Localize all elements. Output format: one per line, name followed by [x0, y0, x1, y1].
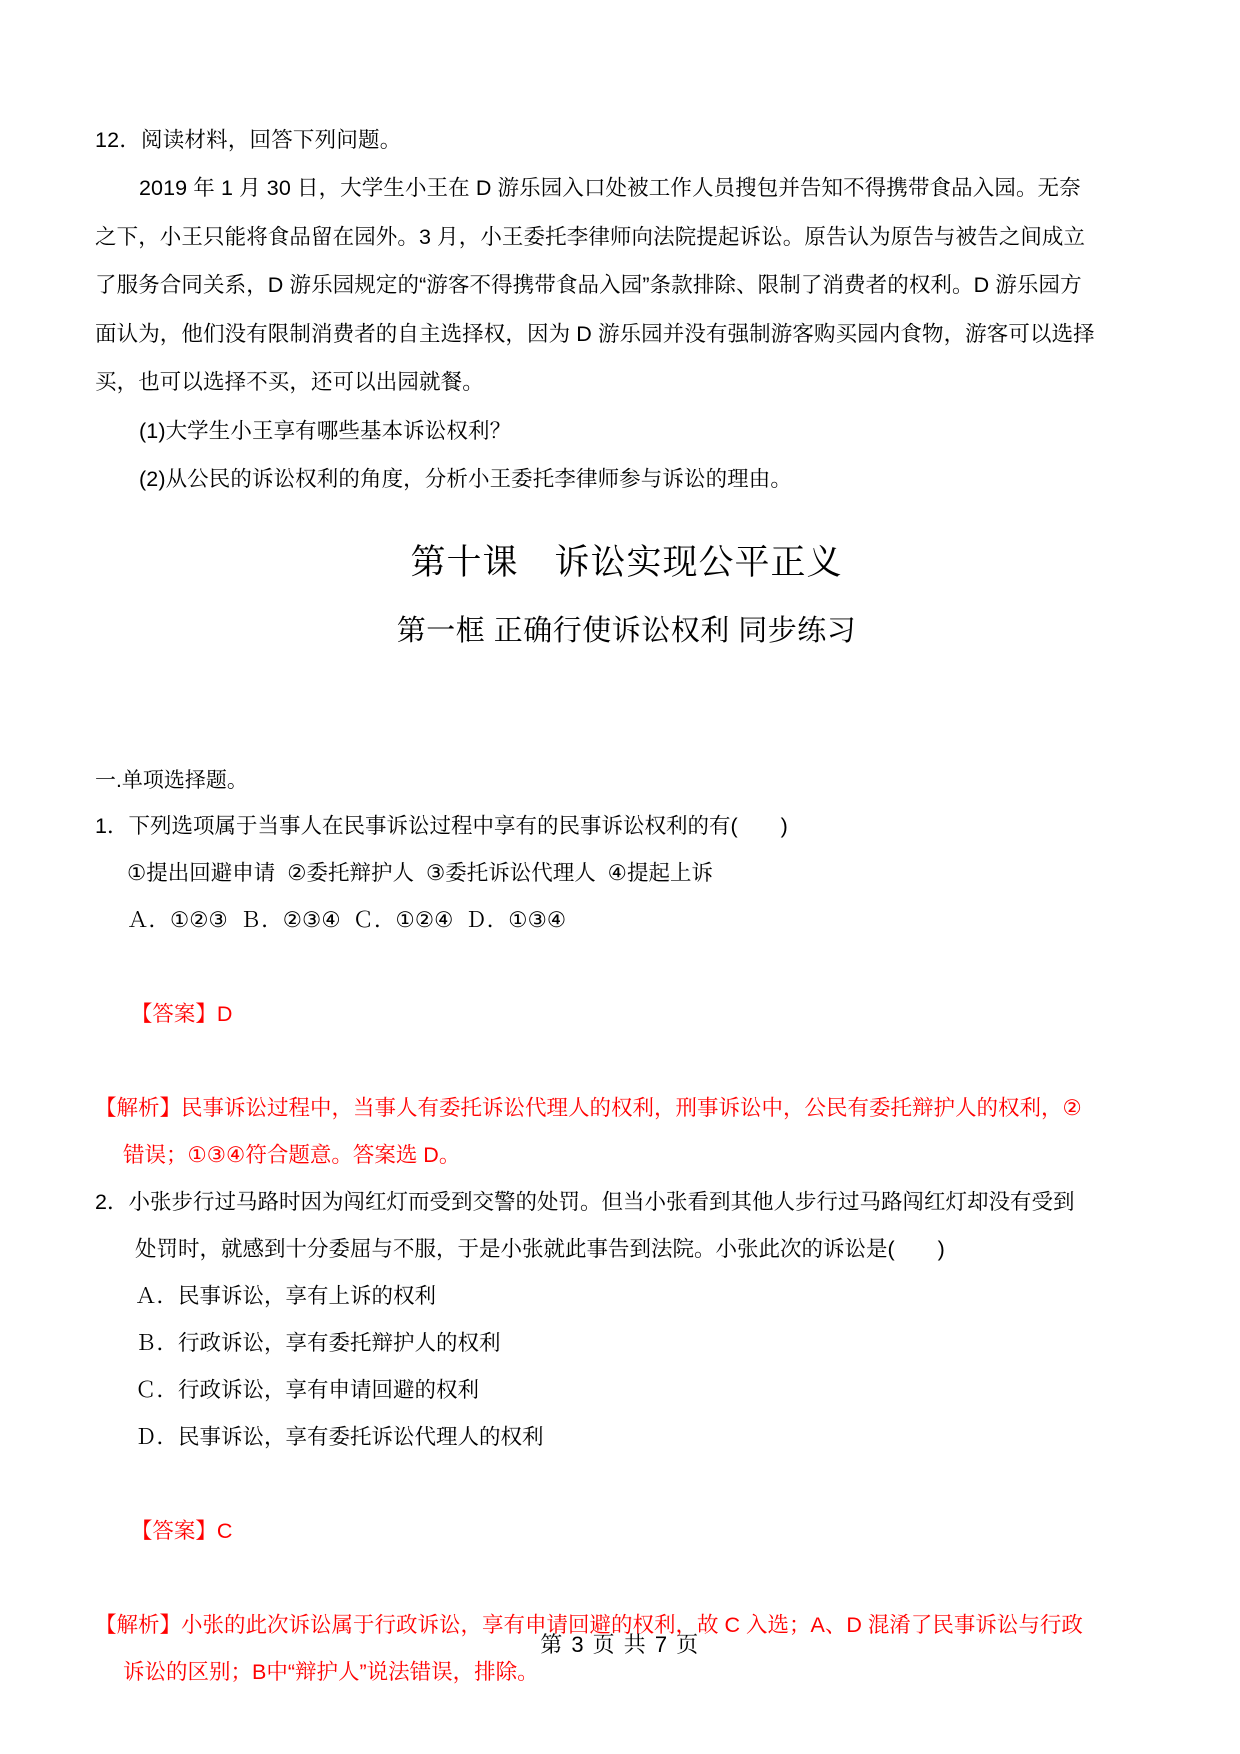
answer-label: 【答案】 [130, 1518, 217, 1543]
answer-value: C [216, 1518, 233, 1543]
question-12-stem: 12．阅读材料，回答下列问题。 [95, 128, 402, 152]
title-spacer [95, 659, 1158, 755]
page-subtitle: 第一框 正确行使诉讼权利 同步练习 [396, 614, 857, 647]
question-1-item-list: ①提出回避申请 ②委托辩护人 ③委托诉讼代理人 ④提起上诉 [127, 860, 713, 885]
question-2-choice-b: Ｂ．行政诉讼，享有委托辩护人的权利 [135, 1330, 501, 1355]
material-line: 面认为，他们没有限制消费者的自主选择权，因为 D 游乐园并没有强制游客购买园内食物，游客可以选择 [95, 321, 1095, 346]
question-1-stem: 1．下列选项属于当事人在民事诉讼过程中享有的民事诉讼权利的有( ) [95, 813, 788, 838]
answer-label: 【答案】 [130, 1001, 217, 1026]
material-line: 之下，小王只能将食品留在园外。3 月，小王委托李律师向法院提起诉讼。原告认为原告与被告之间成立 [95, 224, 1086, 249]
question-12-material [95, 164, 1158, 407]
question-2-choice-d: Ｄ．民事诉讼，享有委托诉讼代理人的权利 [135, 1424, 544, 1449]
section-heading-single-choice: 一.单项选择题。 [95, 768, 248, 792]
question-12-sub-1: (1)大学生小王享有哪些基本诉讼权利？ [139, 418, 512, 443]
question-2-choice-a: Ａ．民事诉讼，享有上诉的权利 [135, 1283, 437, 1308]
question-2-choice-c: Ｃ．行政诉讼，享有申请回避的权利 [135, 1377, 480, 1402]
question-1-analysis-line: 错误；①③④符合题意。答案选 D。 [123, 1142, 461, 1167]
question-12-sub-2: (2)从公民的诉讼权利的角度，分析小王委托李律师参与诉讼的理由。 [139, 466, 792, 491]
question-2-stem-continuation: 处罚时，就感到十分委屈与不服，于是小张就此事告到法院。小张此次的诉讼是( ) [135, 1236, 945, 1261]
question-2-analysis-line: 【解析】小张的此次诉讼属于行政诉讼，享有申请回避的权利，故 C 入选；A、D 混淆了民事诉讼与行政 [95, 1612, 1083, 1637]
question-1-choices: Ａ．①②③ Ｂ．②③④ Ｃ．①②④ Ｄ．①③④ [127, 907, 567, 932]
material-line: 了服务合同关系，D 游乐园规定的“游客不得携带食品入园”条款排除、限制了消费者的权利。D 游乐园方 [95, 273, 1082, 297]
page-footer: 第 3 页 共 7 页 [540, 1632, 700, 1657]
question-1-analysis-line: 【解析】民事诉讼过程中，当事人有委托诉讼代理人的权利，刑事诉讼中，公民有委托辩护人的权利，② [95, 1095, 1082, 1120]
material-line: 2019 年 1 月 30 日，大学生小王在 D 游乐园入口处被工作人员搜包并告知不得携带食品入园。无奈 [139, 176, 1081, 200]
question-1-answer [95, 944, 1158, 1085]
page-title: 第十课 诉讼实现公平正义 [410, 542, 843, 582]
question-12-block [95, 118, 1158, 503]
question-2-answer [95, 1461, 1158, 1602]
question-2-analysis-line: 诉讼的区别；B中“辩护人”说法错误，排除。 [123, 1659, 539, 1684]
question-2-block [95, 1179, 1158, 1696]
question-1-block [95, 803, 1158, 1179]
question-2-stem: 2．小张步行过马路时因为闯红灯而受到交警的处罚。但当小张看到其他人步行过马路闯红灯却没有受到 [95, 1189, 1075, 1214]
answer-value: D [216, 1001, 233, 1026]
material-line: 买，也可以选择不买，还可以出园就餐。 [95, 370, 484, 394]
